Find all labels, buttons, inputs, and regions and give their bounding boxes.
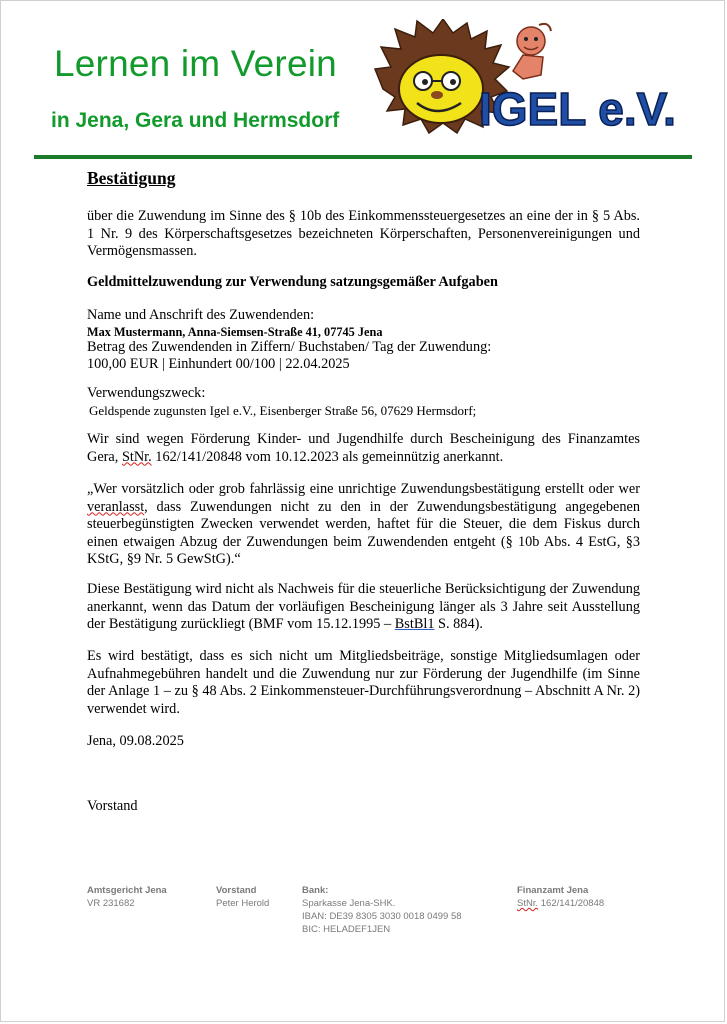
section-title: Geldmittelzuwendung zur Verwendung satzungsgemäßer Aufgaben (87, 274, 498, 290)
signature-label: Vorstand (87, 798, 138, 814)
footer-bank (302, 884, 462, 936)
validity-paragraph: Diese Bestätigung wird nicht als Nachweis für die steuerliche Berücksichtigung der Zuwendung anerkannt, wenn das Datum der vorläufigen Bescheinigung länger als 3 Jahre seit Ausstellung der Bestätigung zurückliegt (BMF vom 15.12.1995 – BstBl1 S. 884). (87, 581, 640, 632)
court-label: Amtsgericht Jena (87, 885, 167, 896)
confirmation-paragraph: Es wird bestätigt, dass es sich nicht um Mitgliedsbeiträge, sonstige Mitgliedsumlagen oder Aufnahmegebühren handelt und die Zuwendung nur zur Förderung der Jugendhilfe (im Sinne der Anlage 1 – zu § 48 Abs. 2 Einkommensteuer-Durchführungsverordnung – Abschnitt A Nr. 2) verwendet wird. (87, 648, 640, 717)
footer-tax-office (517, 884, 604, 910)
court-value: VR 231682 (87, 898, 135, 909)
purpose-label: Verwendungszweck: (87, 385, 206, 401)
donor-label: Name und Anschrift des Zuwendenden: (87, 307, 315, 323)
header-subtitle: in Jena, Gera und Hermsdorf (51, 109, 340, 132)
intro-paragraph: über die Zuwendung im Sinne des § 10b des Einkommenssteuergesetzes an eine der in § 5 Abs. 1 Nr. 9 des Körperschaftsgesetzes bezeichneten Körperschaften, Personenvereinigungen und Vermögensmassen. (87, 208, 640, 259)
tax-office-value: StNr. 162/141/20848 (517, 898, 605, 909)
bank-name: Sparkasse Jena-SHK. (302, 898, 396, 909)
board-value: Peter Herold (216, 898, 270, 909)
tax-office-label: Finanzamt Jena (517, 885, 589, 896)
igel-logo (373, 19, 683, 134)
place-date: Jena, 09.08.2025 (87, 733, 184, 749)
child-figure-icon (513, 24, 551, 79)
amount-value: 100,00 EUR | Einhundert 00/100 | 22.04.2025 (87, 356, 350, 372)
logo-wordmark: IGEL e.V. (479, 83, 676, 134)
bank-label: Bank: (302, 885, 329, 896)
bank-iban: IBAN: DE39 8305 3030 0018 0499 58 (302, 911, 462, 922)
amount-label: Betrag des Zuwendenden in Ziffern/ Buchstaben/ Tag der Zuwendung: (87, 339, 492, 355)
exemption-paragraph: Wir sind wegen Förderung Kinder- und Jugendhilfe durch Bescheinigung des Finanzamtes Gera, StNr. 162/141/20848 vom 10.12.2023 als gemeinnützig anerkannt. (87, 431, 640, 465)
footer-board (216, 884, 269, 910)
header-title: Lernen im Verein (54, 43, 337, 84)
board-label: Vorstand (216, 885, 257, 896)
bank-bic: BIC: HELADEF1JEN (302, 924, 391, 935)
header-divider (34, 155, 692, 159)
document-heading: Bestätigung (87, 168, 176, 188)
footer-court (87, 884, 167, 910)
purpose-value: Geldspende zugunsten Igel e.V., Eisenberger Straße 56, 07629 Hermsdorf; (89, 403, 477, 418)
donor-value: Max Mustermann, Anna-Siemsen-Straße 41, 07745 Jena (87, 325, 383, 339)
liability-paragraph: „Wer vorsätzlich oder grob fahrlässig eine unrichtige Zuwendungsbestätigung erstellt oder wer veranlasst, dass Zuwendungen nicht zu den in der Zuwendungsbestätigung angegebenen steuerbegünstigten Zwecken verwendet werden, haftet für die Steuer, die dem Fiskus durch einen etwaigen Abzug der Zuwendungen beim Zuwendenden entgeht (§ 10b Abs. 4 EstG, §3 KStG, §9 Nr. 5 GewStG).“ (87, 481, 640, 567)
